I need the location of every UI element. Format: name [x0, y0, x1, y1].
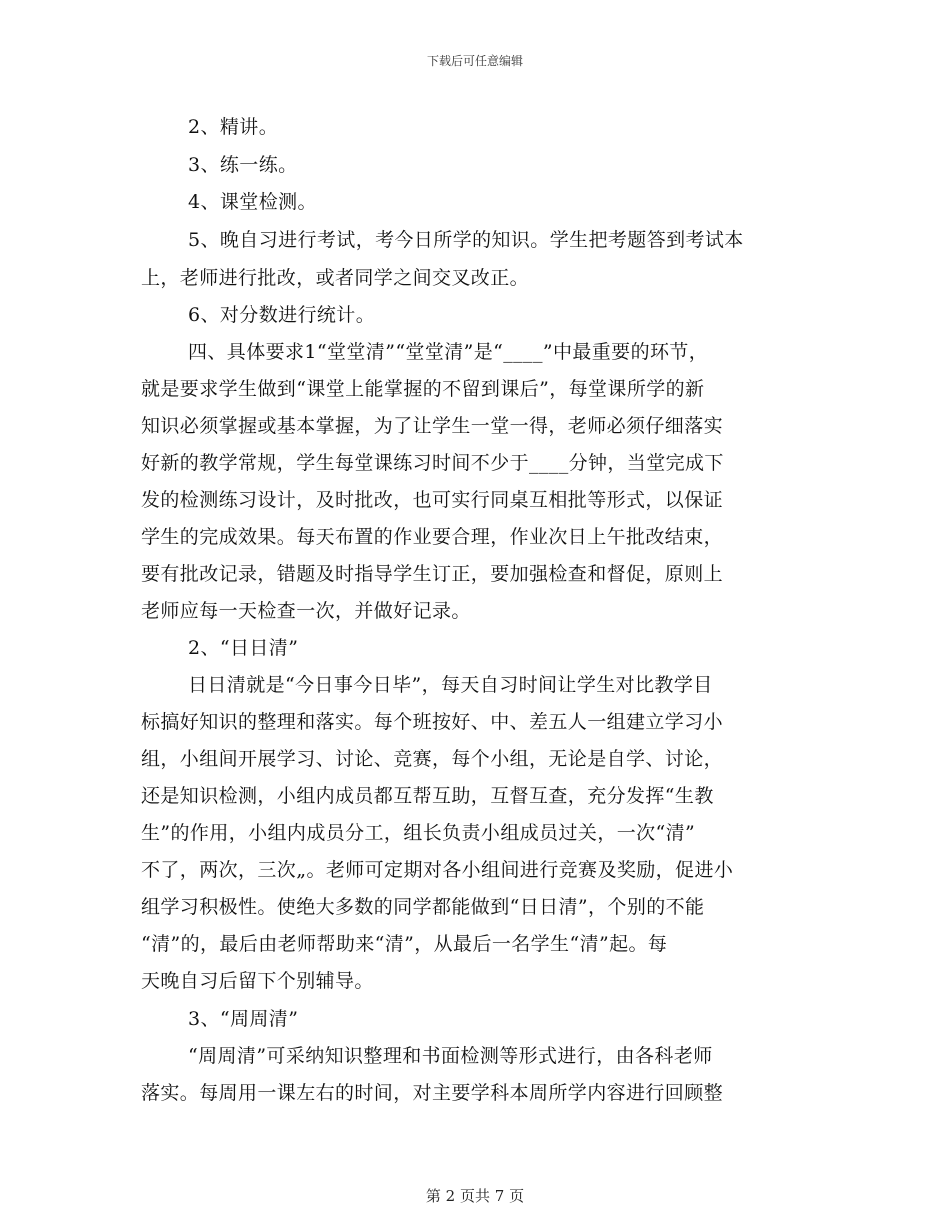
subsection-heading: 2、“日日清” [188, 637, 299, 659]
paragraph-line: 落实。每周用一课左右的时间，对主要学科本周所学内容进行回顾整 [141, 1082, 724, 1104]
section-heading-line: 四、具体要求1“堂堂清”“堂堂清”是“____”中最重要的环节， [188, 341, 709, 363]
paragraph-line: 老师应每一天检查一次，并做好记录。 [141, 600, 471, 622]
paragraph-line: 生”的作用，小组内成员分工，组长负责小组成员过关，一次“清” [141, 822, 696, 844]
paragraph-line: 还是知识检测，小组内成员都互帮互助，互督互查，充分发挥“生教 [141, 785, 714, 807]
list-item: 4、课堂检测。 [188, 191, 317, 213]
paragraph-line: 标搞好知识的整理和落实。每个班按好、中、差五人一组建立学习小 [141, 711, 724, 733]
paragraph-line: 日日清就是“今日事今日毕”，每天自习时间让学生对比教学目 [188, 674, 713, 696]
paragraph-line: 好新的教学常规，学生每堂课练习时间不少于____分钟，当堂完成下 [141, 452, 724, 474]
page-footer: 第 2 页共 7 页 [425, 1187, 525, 1205]
paragraph-line: 就是要求学生做到“课堂上能掌握的不留到课后”，每堂课所学的新 [141, 378, 705, 400]
list-item: 6、对分数进行统计。 [188, 304, 376, 326]
paragraph-line: “周周清”可采纳知识整理和书面检测等形式进行，由各科老师 [188, 1045, 713, 1067]
page-header: 下载后可任意编辑 [426, 54, 523, 68]
paragraph-line: 组，小组间开展学习、讨论、竞赛，每个小组，无论是自学、讨论， [141, 748, 724, 770]
paragraph-line: 天晚自习后留下个别辅导。 [141, 970, 374, 992]
list-item: 3、练一练。 [188, 154, 298, 176]
paragraph-line: 组学习积极性。使绝大多数的同学都能做到“日日清”，个别的不能 [141, 896, 705, 918]
paragraph-line: 不了，两次，三次„。老师可定期对各小组间进行竞赛及奖励，促进小 [141, 859, 734, 881]
list-item: 2、精讲。 [188, 116, 279, 138]
paragraph-line: 知识必须掌握或基本掌握，为了让学生一堂一得，老师必须仔细落实 [141, 415, 724, 437]
paragraph-line: 要有批改记录，错题及时指导学生订正，要加强检查和督促，原则上 [141, 563, 724, 585]
paragraph-line: “清”的，最后由老师帮助来“清”，从最后一名学生“清”起。每 [141, 933, 668, 955]
paragraph-line: 上，老师进行批改，或者同学之间交叉改正。 [141, 267, 530, 289]
subsection-heading: 3、“周周清” [188, 1008, 299, 1030]
paragraph-line: 发的检测练习设计，及时批改，也可实行同桌互相批等形式，以保证 [141, 489, 724, 511]
paragraph-line: 5、晚自习进行考试，考今日所学的知识。学生把考题答到考试本 [188, 229, 744, 251]
paragraph-line: 学生的完成效果。每天布置的作业要合理，作业次日上午批改结束， [141, 526, 724, 548]
